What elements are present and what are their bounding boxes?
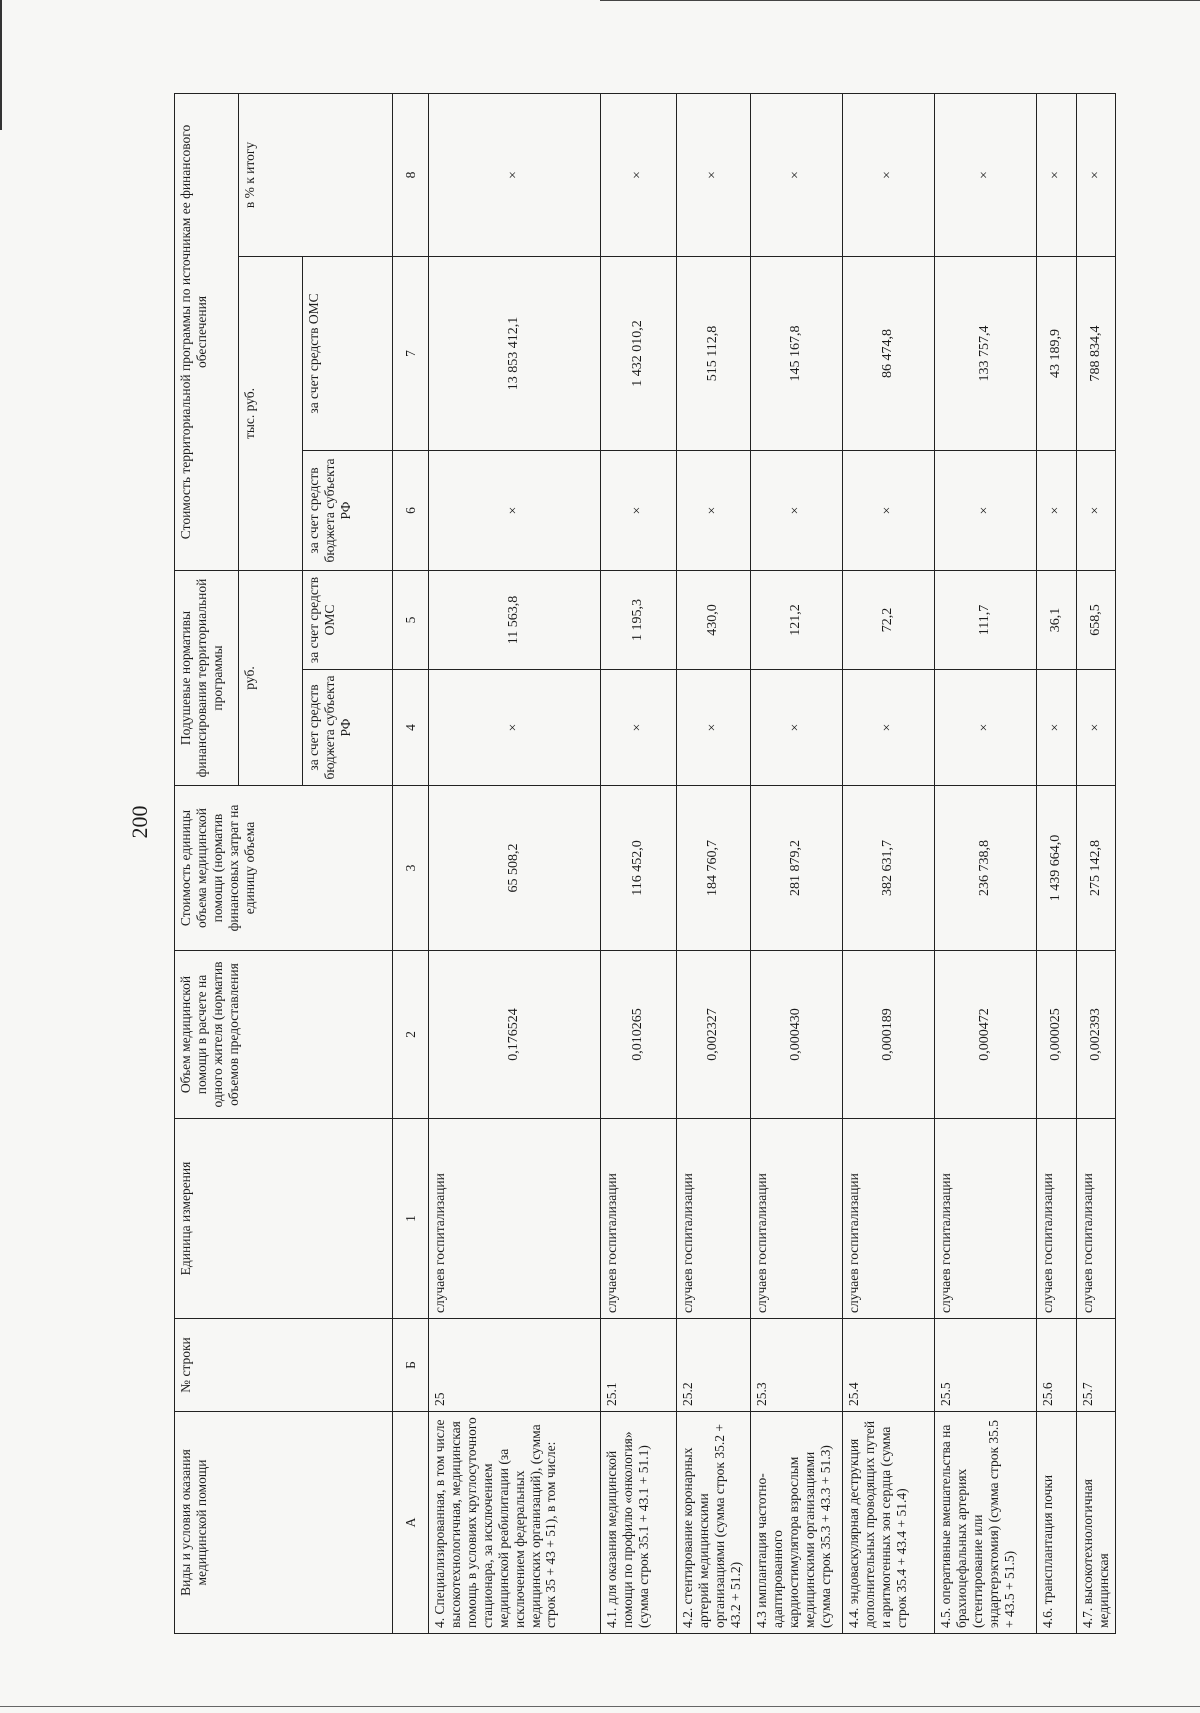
row-budget-thousand: × — [935, 450, 1037, 570]
row-oms-rub: 1 195,3 — [601, 570, 677, 669]
row-volume: 0,002327 — [677, 951, 751, 1119]
row-oms-thousand: 86 474,8 — [843, 256, 935, 450]
column-number: 5 — [393, 570, 429, 669]
column-number: 3 — [393, 786, 429, 951]
row-unit: случаев госпитализации — [601, 1119, 677, 1319]
header-oms-rub: за счет средств ОМС — [303, 570, 393, 669]
row-unit-cost: 184 760,7 — [677, 786, 751, 951]
row-volume: 0,000189 — [843, 951, 935, 1119]
row-oms-rub: 72,2 — [843, 570, 935, 669]
row-name: 4.7. высокотехнологичная медицинская — [1077, 1412, 1116, 1634]
row-budget-rub: × — [843, 670, 935, 786]
row-budget-rub: × — [677, 670, 751, 786]
row-name: 4. Специализированная, в том числе высокотехнологичная, медицинская помощь в условиях круглосуточного стационара, за исключением медицинской реабилитации (за исключением федеральных медицинских организаций), (сумма строк 35 + 43 + 51), в том числе: — [429, 1412, 601, 1634]
row-unit-cost: 1 439 664,0 — [1037, 786, 1077, 951]
row-percent: × — [677, 93, 751, 256]
page-number: 200 — [127, 805, 152, 839]
column-number: 7 — [393, 256, 429, 450]
row-oms-thousand: 145 167,8 — [751, 256, 843, 450]
header-cost-total: Стоимость территориальной программы по источникам ее финансового обеспечения — [175, 93, 239, 570]
column-number: 4 — [393, 670, 429, 786]
row-unit: случаев госпитализации — [429, 1119, 601, 1319]
row-oms-rub: 11 563,8 — [429, 570, 601, 669]
row-budget-rub: × — [1037, 670, 1077, 786]
row-percent: × — [601, 93, 677, 256]
row-unit-cost: 382 631,7 — [843, 786, 935, 951]
column-number: 2 — [393, 951, 429, 1119]
row-percent: × — [1077, 93, 1116, 256]
row-volume: 0,000025 — [1037, 951, 1077, 1119]
header-per-capita: Подушевые нормативы финансирования территориальной программы — [175, 570, 239, 785]
header-percent: в % к итогу — [239, 93, 393, 256]
table-row — [935, 93, 1037, 1633]
table-row — [843, 93, 935, 1633]
row-oms-thousand: 43 189,9 — [1037, 256, 1077, 450]
row-oms-rub: 121,2 — [751, 570, 843, 669]
row-name: 4.1. для оказания медицинской помощи по профилю «онкология» (сумма строк 35.1 + 43.1 + 51.1) — [601, 1412, 677, 1634]
row-percent: × — [1037, 93, 1077, 256]
row-oms-thousand: 515 112,8 — [677, 256, 751, 450]
header-rub: руб. — [239, 570, 303, 785]
table-row — [1037, 93, 1077, 1633]
scan-edge-bottom — [0, 1706, 1200, 1707]
column-number: 8 — [393, 93, 429, 256]
header-oms-thousand: за счет средств ОМС — [303, 256, 393, 450]
row-oms-thousand: 788 834,4 — [1077, 256, 1116, 450]
row-volume: 0,002393 — [1077, 951, 1116, 1119]
column-number: Б — [393, 1319, 429, 1412]
row-unit-cost: 116 452,0 — [601, 786, 677, 951]
row-oms-thousand: 13 853 412,1 — [429, 256, 601, 450]
row-budget-rub: × — [751, 670, 843, 786]
row-budget-thousand: × — [677, 450, 751, 570]
header-row-no: № строки — [175, 1319, 393, 1412]
row-unit: случаев госпитализации — [1037, 1119, 1077, 1319]
row-percent: × — [751, 93, 843, 256]
row-volume: 0,176524 — [429, 951, 601, 1119]
row-percent: × — [935, 93, 1037, 256]
row-volume: 0,010265 — [601, 951, 677, 1119]
row-unit: случаев госпитализации — [843, 1119, 935, 1319]
row-volume: 0,000430 — [751, 951, 843, 1119]
header-unit-cost: Стоимость единицы объема медицинской помощи (норматив финансовых затрат на единицу объема — [175, 786, 393, 951]
row-unit-cost: 275 142,8 — [1077, 786, 1116, 951]
table-row — [677, 93, 751, 1633]
row-budget-rub: × — [1077, 670, 1116, 786]
row-percent: × — [429, 93, 601, 256]
row-number: 25.7 — [1077, 1319, 1116, 1412]
row-name: 4.2. стентирование коронарных артерий медицинскими организациями (сумма строк 35.2 + 43.2 + 51.2) — [677, 1412, 751, 1634]
row-unit: случаев госпитализации — [677, 1119, 751, 1319]
row-name: 4.5. оперативные вмешательства на брахиоцефальных артериях (стентирование или эндартерэктомия) (сумма строк 35.5 + 43.5 + 51.5) — [935, 1412, 1037, 1634]
row-name: 4.4. эндоваскулярная деструкция дополнительных проводящих путей и аритмогенных зон сердца (сумма строк 35.4 + 43.4 + 51.4) — [843, 1412, 935, 1634]
row-unit: случаев госпитализации — [751, 1119, 843, 1319]
row-budget-rub: × — [935, 670, 1037, 786]
row-number: 25.6 — [1037, 1319, 1077, 1412]
row-budget-thousand: × — [1037, 450, 1077, 570]
row-oms-thousand: 133 757,4 — [935, 256, 1037, 450]
header-budget-rub: за счет средств бюджета субъекта РФ — [303, 670, 393, 786]
row-unit-cost: 281 879,2 — [751, 786, 843, 951]
row-budget-rub: × — [601, 670, 677, 786]
table-row — [429, 93, 601, 1633]
row-percent: × — [843, 93, 935, 256]
table-row — [751, 93, 843, 1633]
header-type: Виды и условия оказания медицинской помощи — [175, 1412, 393, 1634]
row-budget-rub: × — [429, 670, 601, 786]
row-oms-rub: 36,1 — [1037, 570, 1077, 669]
row-number: 25.5 — [935, 1319, 1037, 1412]
row-oms-rub: 430,0 — [677, 570, 751, 669]
header-volume: Объем медицинской помощи в расчете на одного жителя (норматив объемов предоставления — [175, 951, 393, 1119]
row-number: 25.1 — [601, 1319, 677, 1412]
row-number: 25.2 — [677, 1319, 751, 1412]
row-budget-thousand: × — [429, 450, 601, 570]
row-unit: случаев госпитализации — [935, 1119, 1037, 1319]
scan-edge-left — [0, 0, 2, 130]
financing-table — [174, 93, 1116, 1634]
row-budget-thousand: × — [601, 450, 677, 570]
row-budget-thousand: × — [1077, 450, 1116, 570]
row-name: 4.3 имплантация частотно-адаптированного кардиостимулятора взрослым медицинскими организациями (сумма строк 35.3 + 43.3 + 51.3) — [751, 1412, 843, 1634]
header-budget-thousand: за счет средств бюджета субъекта РФ — [303, 450, 393, 570]
header-thousand-rub: тыс. руб. — [239, 256, 303, 570]
row-number: 25 — [429, 1319, 601, 1412]
row-number: 25.4 — [843, 1319, 935, 1412]
row-budget-thousand: × — [843, 450, 935, 570]
row-volume: 0,000472 — [935, 951, 1037, 1119]
row-unit-cost: 65 508,2 — [429, 786, 601, 951]
header-unit: Единица измерения — [175, 1119, 393, 1319]
row-oms-thousand: 1 432 010,2 — [601, 256, 677, 450]
row-oms-rub: 111,7 — [935, 570, 1037, 669]
row-unit-cost: 236 738,8 — [935, 786, 1037, 951]
table-row — [1077, 93, 1116, 1633]
row-unit: случаев госпитализации — [1077, 1119, 1116, 1319]
table-row — [601, 93, 677, 1633]
column-number: А — [393, 1412, 429, 1634]
row-budget-thousand: × — [751, 450, 843, 570]
row-number: 25.3 — [751, 1319, 843, 1412]
column-number: 6 — [393, 450, 429, 570]
scan-edge-top — [600, 0, 1200, 1]
rotated-table-container — [174, 94, 1111, 1634]
row-oms-rub: 658,5 — [1077, 570, 1116, 669]
column-number: 1 — [393, 1119, 429, 1319]
row-name: 4.6. трансплантация почки — [1037, 1412, 1077, 1634]
